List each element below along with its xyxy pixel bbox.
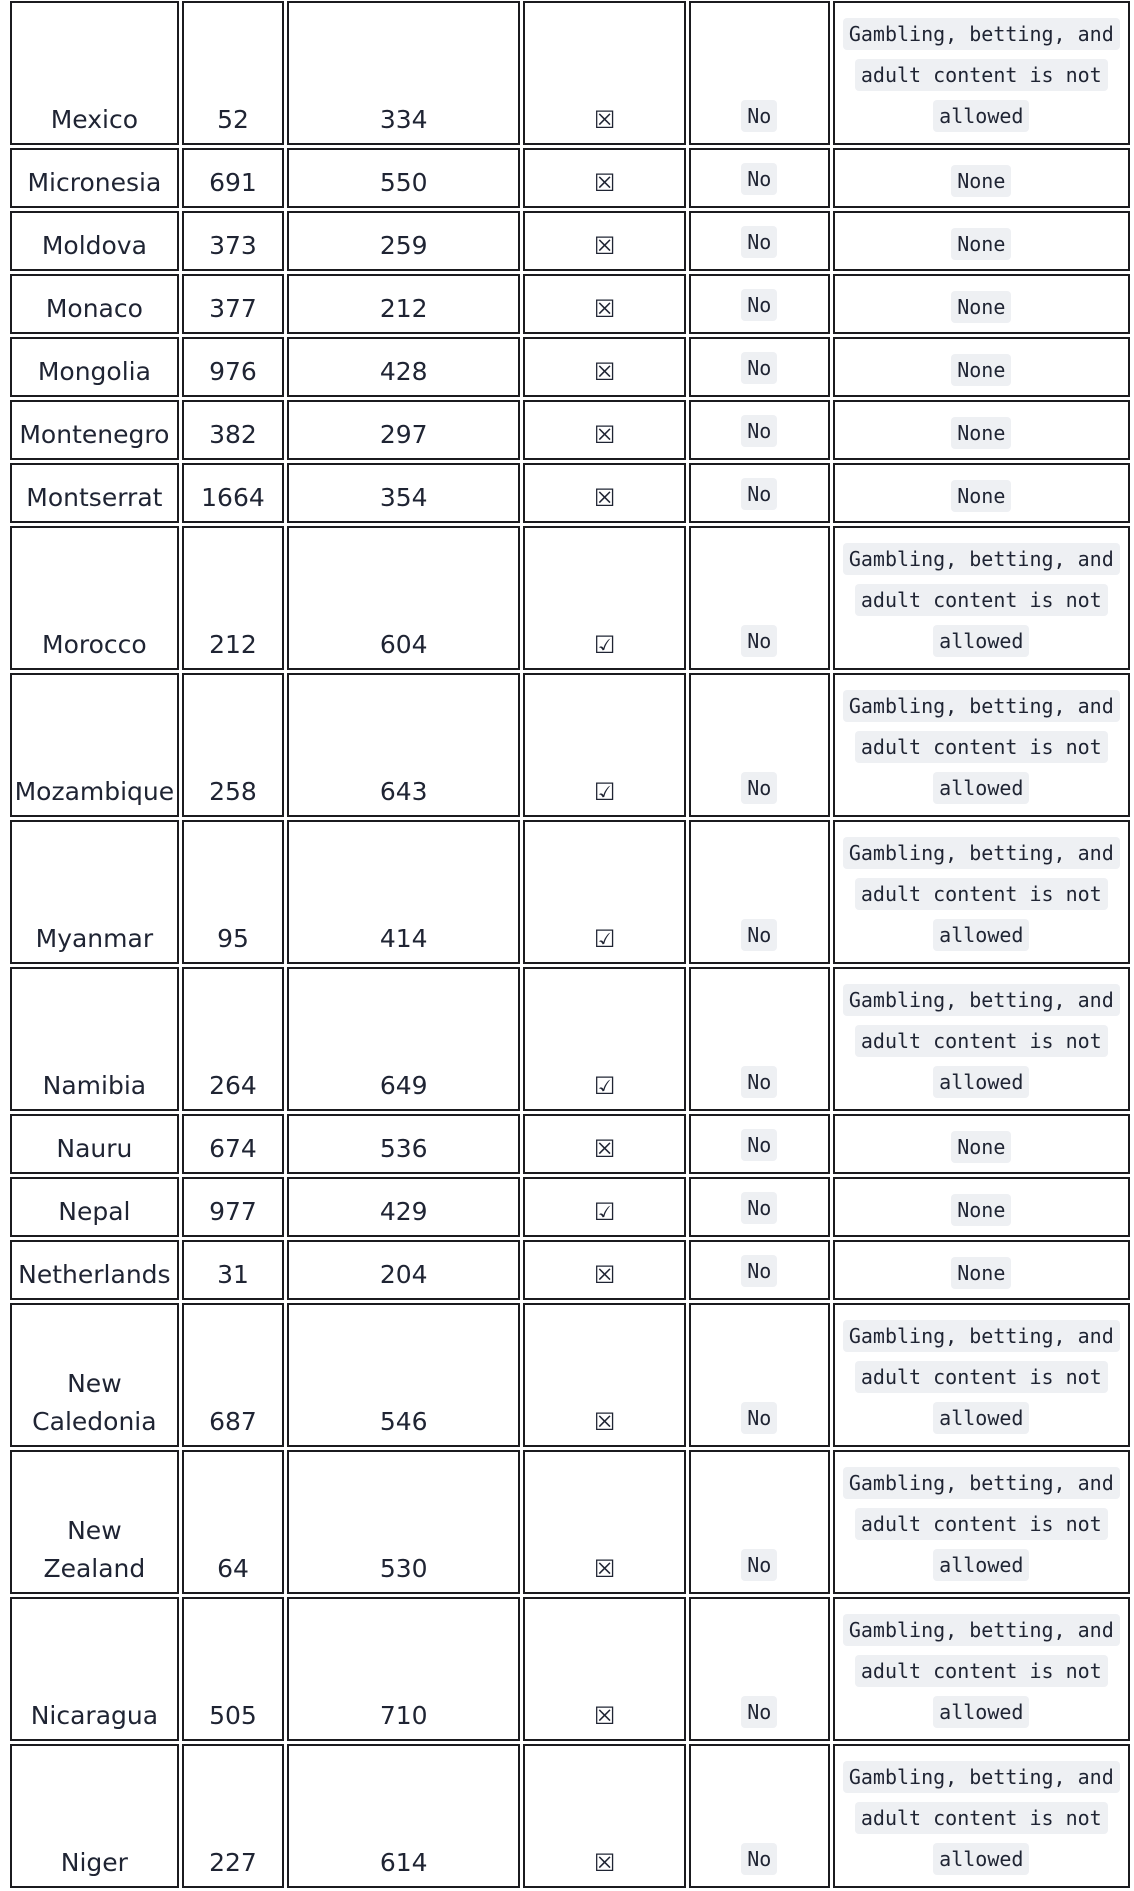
note-cell (833, 1114, 1130, 1174)
checkbox-icon: ☑ (523, 820, 686, 964)
flag-value: No (741, 1843, 777, 1875)
flag-cell (689, 967, 830, 1111)
note-text: None (951, 417, 1011, 449)
checkbox-icon: ☒ (523, 337, 686, 397)
country-cell: Monaco (10, 274, 179, 334)
flag-cell (689, 1744, 830, 1888)
flag-value: No (741, 289, 777, 321)
flag-cell (689, 1303, 830, 1447)
note-cell (833, 1303, 1130, 1447)
number-cell-1: 977 (182, 1177, 284, 1237)
flag-cell (689, 1177, 830, 1237)
flag-cell (689, 1, 830, 145)
checkbox-icon: ☒ (523, 1240, 686, 1300)
checkbox-icon: ☒ (523, 1450, 686, 1594)
country-cell: Mongolia (10, 337, 179, 397)
flag-value: No (741, 478, 777, 510)
number-cell-1: 212 (182, 526, 284, 670)
note-cell (833, 463, 1130, 523)
number-cell-1: 373 (182, 211, 284, 271)
note-cell (833, 400, 1130, 460)
country-table-container (7, 0, 1133, 1891)
flag-cell (689, 211, 830, 271)
flag-value: No (741, 772, 777, 804)
table-row (10, 1177, 1130, 1237)
number-cell-1: 382 (182, 400, 284, 460)
number-cell-2: 212 (287, 274, 520, 334)
flag-cell (689, 673, 830, 817)
note-text: None (951, 354, 1011, 386)
number-cell-2: 414 (287, 820, 520, 964)
number-cell-2: 259 (287, 211, 520, 271)
number-cell-2: 429 (287, 1177, 520, 1237)
number-cell-2: 297 (287, 400, 520, 460)
note-text: None (951, 291, 1011, 323)
country-cell: Montenegro (10, 400, 179, 460)
note-text: Gambling, betting, and adult content is not allowed (843, 837, 1120, 951)
country-cell: New Caledonia (10, 1303, 179, 1447)
checkbox-icon: ☒ (523, 211, 686, 271)
note-text: Gambling, betting, and adult content is not allowed (843, 1614, 1120, 1728)
note-cell (833, 1, 1130, 145)
checkbox-icon: ☒ (523, 1303, 686, 1447)
number-cell-2: 643 (287, 673, 520, 817)
note-cell (833, 967, 1130, 1111)
country-cell: Moldova (10, 211, 179, 271)
checkbox-icon: ☑ (523, 1177, 686, 1237)
note-text: None (951, 228, 1011, 260)
note-text: Gambling, betting, and adult content is not allowed (843, 1467, 1120, 1581)
number-cell-1: 52 (182, 1, 284, 145)
checkbox-icon: ☑ (523, 526, 686, 670)
number-cell-2: 334 (287, 1, 520, 145)
checkbox-icon: ☒ (523, 1, 686, 145)
note-text: Gambling, betting, and adult content is not allowed (843, 1761, 1120, 1875)
flag-value: No (741, 919, 777, 951)
flag-value: No (741, 1192, 777, 1224)
table-row (10, 337, 1130, 397)
flag-cell (689, 820, 830, 964)
flag-cell (689, 1597, 830, 1741)
checkbox-icon: ☒ (523, 1597, 686, 1741)
flag-value: No (741, 1402, 777, 1434)
note-text: Gambling, betting, and adult content is not allowed (843, 543, 1120, 657)
note-cell (833, 1450, 1130, 1594)
number-cell-1: 227 (182, 1744, 284, 1888)
checkbox-icon: ☒ (523, 274, 686, 334)
number-cell-2: 710 (287, 1597, 520, 1741)
note-text: None (951, 165, 1011, 197)
table-row (10, 967, 1130, 1111)
country-cell: Montserrat (10, 463, 179, 523)
checkbox-icon: ☒ (523, 1114, 686, 1174)
flag-value: No (741, 1696, 777, 1728)
number-cell-1: 691 (182, 148, 284, 208)
country-cell: Micronesia (10, 148, 179, 208)
note-cell (833, 526, 1130, 670)
table-row (10, 820, 1130, 964)
table-row (10, 400, 1130, 460)
note-cell (833, 1597, 1130, 1741)
table-row (10, 463, 1130, 523)
note-cell (833, 1177, 1130, 1237)
number-cell-2: 530 (287, 1450, 520, 1594)
number-cell-2: 614 (287, 1744, 520, 1888)
number-cell-2: 649 (287, 967, 520, 1111)
note-cell (833, 148, 1130, 208)
note-cell (833, 1744, 1130, 1888)
flag-value: No (741, 415, 777, 447)
flag-cell (689, 337, 830, 397)
note-cell (833, 820, 1130, 964)
note-text: Gambling, betting, and adult content is not allowed (843, 984, 1120, 1098)
table-row (10, 1240, 1130, 1300)
table-row (10, 1, 1130, 145)
country-cell: Nauru (10, 1114, 179, 1174)
flag-value: No (741, 352, 777, 384)
checkbox-icon: ☒ (523, 1744, 686, 1888)
country-cell: Nepal (10, 1177, 179, 1237)
number-cell-2: 550 (287, 148, 520, 208)
number-cell-2: 428 (287, 337, 520, 397)
number-cell-2: 604 (287, 526, 520, 670)
number-cell-1: 95 (182, 820, 284, 964)
flag-value: No (741, 163, 777, 195)
note-text: None (951, 1131, 1011, 1163)
number-cell-1: 1664 (182, 463, 284, 523)
number-cell-1: 264 (182, 967, 284, 1111)
table-row (10, 673, 1130, 817)
note-text: Gambling, betting, and adult content is not allowed (843, 690, 1120, 804)
flag-cell (689, 463, 830, 523)
table-row (10, 148, 1130, 208)
country-cell: Mexico (10, 1, 179, 145)
country-cell: Namibia (10, 967, 179, 1111)
checkbox-icon: ☑ (523, 673, 686, 817)
checkbox-icon: ☒ (523, 148, 686, 208)
note-cell (833, 673, 1130, 817)
number-cell-1: 674 (182, 1114, 284, 1174)
number-cell-1: 258 (182, 673, 284, 817)
table-row (10, 274, 1130, 334)
flag-value: No (741, 1129, 777, 1161)
note-cell (833, 1240, 1130, 1300)
note-text: Gambling, betting, and adult content is not allowed (843, 1320, 1120, 1434)
table-row (10, 1114, 1130, 1174)
flag-cell (689, 1114, 830, 1174)
country-cell: Morocco (10, 526, 179, 670)
flag-value: No (741, 625, 777, 657)
table-row (10, 526, 1130, 670)
country-cell: Mozambique (10, 673, 179, 817)
note-text: None (951, 480, 1011, 512)
note-text: None (951, 1194, 1011, 1226)
table-row (10, 1597, 1130, 1741)
table-row (10, 211, 1130, 271)
note-cell (833, 211, 1130, 271)
flag-cell (689, 526, 830, 670)
checkbox-icon: ☑ (523, 967, 686, 1111)
table-body (10, 1, 1130, 1888)
number-cell-1: 505 (182, 1597, 284, 1741)
note-text: None (951, 1257, 1011, 1289)
number-cell-2: 204 (287, 1240, 520, 1300)
country-cell: Niger (10, 1744, 179, 1888)
flag-cell (689, 148, 830, 208)
flag-value: No (741, 1255, 777, 1287)
flag-cell (689, 274, 830, 334)
table-row (10, 1744, 1130, 1888)
number-cell-1: 377 (182, 274, 284, 334)
checkbox-icon: ☒ (523, 463, 686, 523)
checkbox-icon: ☒ (523, 400, 686, 460)
table-row (10, 1303, 1130, 1447)
number-cell-1: 976 (182, 337, 284, 397)
country-cell: Myanmar (10, 820, 179, 964)
note-text: Gambling, betting, and adult content is not allowed (843, 18, 1120, 132)
country-cell: Netherlands (10, 1240, 179, 1300)
note-cell (833, 337, 1130, 397)
flag-value: No (741, 100, 777, 132)
flag-value: No (741, 1066, 777, 1098)
flag-value: No (741, 1549, 777, 1581)
flag-cell (689, 1450, 830, 1594)
number-cell-2: 536 (287, 1114, 520, 1174)
flag-value: No (741, 226, 777, 258)
country-cell: Nicaragua (10, 1597, 179, 1741)
flag-cell (689, 1240, 830, 1300)
country-table (7, 0, 1133, 1891)
note-cell (833, 274, 1130, 334)
number-cell-1: 64 (182, 1450, 284, 1594)
number-cell-2: 354 (287, 463, 520, 523)
table-row (10, 1450, 1130, 1594)
flag-cell (689, 400, 830, 460)
number-cell-1: 687 (182, 1303, 284, 1447)
number-cell-2: 546 (287, 1303, 520, 1447)
number-cell-1: 31 (182, 1240, 284, 1300)
country-cell: New Zealand (10, 1450, 179, 1594)
